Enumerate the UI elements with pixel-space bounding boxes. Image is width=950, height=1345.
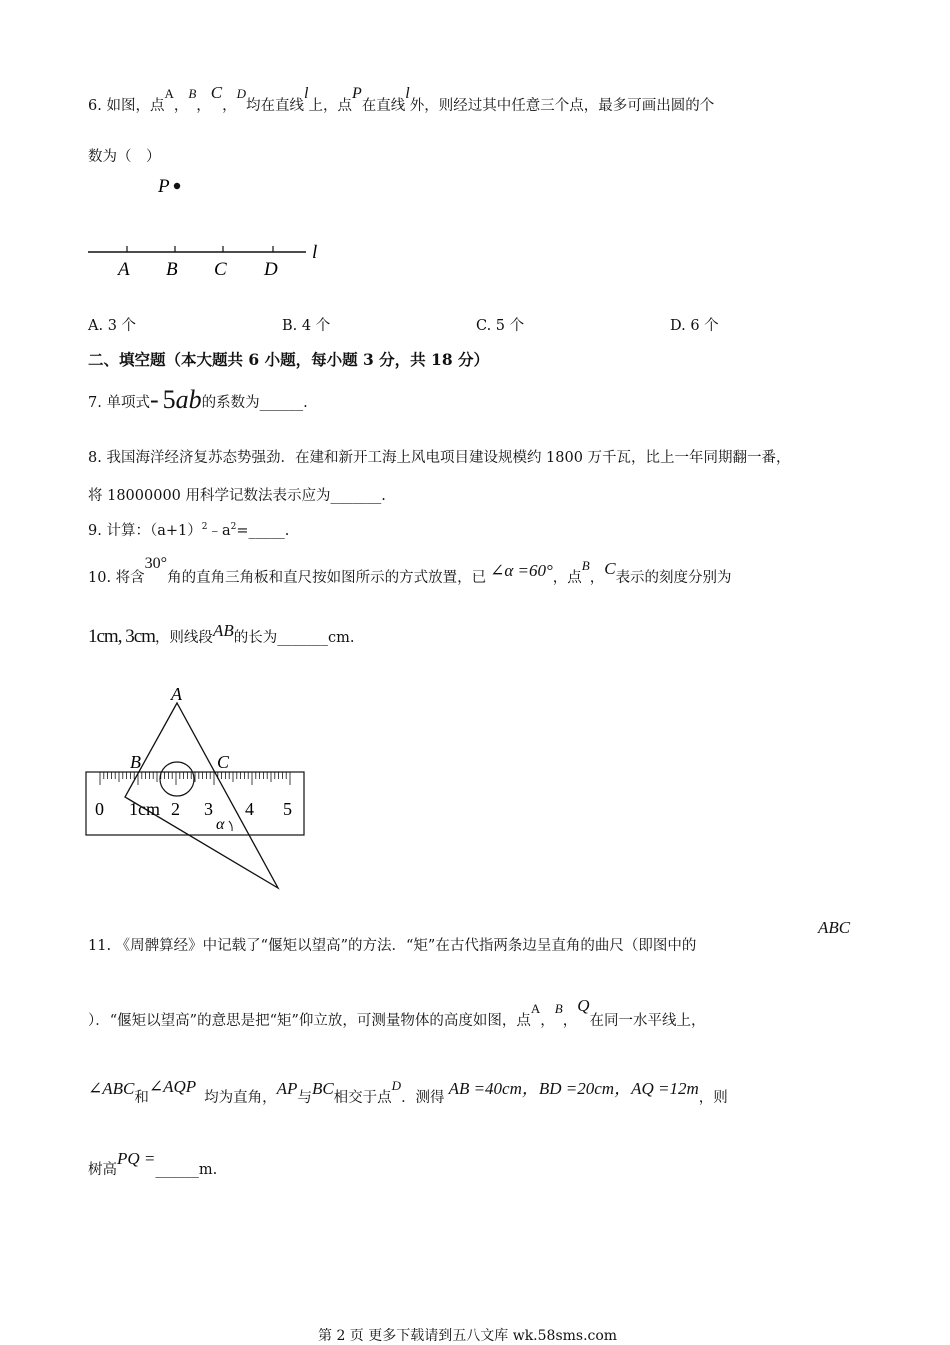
page-footer: 第 2 页 更多下载请到五八文库 wk.58sms.com (318, 1328, 618, 1344)
q11-point-b: B (554, 1001, 563, 1016)
q6-text: 如图，点 (106, 98, 165, 114)
fig10-tick-label-0: 0 (95, 799, 104, 819)
q11-tree-height: PQ = (117, 1149, 156, 1168)
q11-line4 (88, 1149, 218, 1179)
q10-line1 (88, 555, 732, 587)
q11-segment-ap: AP (276, 1079, 298, 1098)
q11-text: 均为直角， (204, 1090, 277, 1106)
q10-point-b: B (581, 558, 590, 573)
q10-angle-30: 30° (144, 555, 168, 572)
q6-option-d[interactable]: D. 6 个 (670, 318, 719, 334)
q10-measures: 1cm, 3cm (88, 626, 155, 647)
q11-abc: ABC (818, 918, 851, 937)
q11-point-a: A (530, 1001, 541, 1016)
q6-point-d: D (236, 86, 247, 101)
q9-text: ﹣a (207, 523, 231, 539)
q11-point-d: D (391, 1078, 402, 1093)
q11-text: 与 (297, 1090, 312, 1106)
q11-text: 相交于点 (333, 1090, 392, 1106)
q10-comma: ， (589, 570, 605, 586)
fig10-tick-label-1cm: 1cm (129, 799, 160, 819)
q6-point-b: B (188, 86, 197, 101)
q6-line2: 数为（ ） (88, 149, 161, 165)
q7-blank: 的系数为______. (201, 395, 308, 411)
q11-segment-bc: BC (311, 1079, 334, 1098)
q6-text: 上，点 (308, 98, 352, 114)
q9-exponent: 2 (201, 522, 208, 533)
fig10-tick-label-3: 3 (204, 799, 213, 819)
q6-option-b[interactable]: B. 4 个 (282, 318, 331, 334)
fig6-point-p (174, 183, 180, 189)
q11-text: ．测得 (401, 1090, 445, 1106)
q9-text: 9. 计算：（a+1） (88, 523, 202, 539)
q11-line2 (88, 996, 706, 1030)
q10-segment-ab: AB (212, 621, 234, 640)
fig6-label-l: l (312, 242, 318, 263)
q11-text: ）．“偃矩以望高”的意思是把“矩”仰立放，可测量物体的高度如图，点 (88, 1013, 531, 1029)
q11-text: 树高 (88, 1162, 117, 1178)
q11-text: ，则 (698, 1090, 728, 1106)
fig6-label-a: A (118, 259, 130, 280)
q6-text: 在直线 (361, 98, 406, 114)
q11-comma: ， (562, 1013, 578, 1029)
q6-point-p: P (351, 85, 362, 102)
fig10-tick-label-4: 4 (245, 799, 254, 819)
fig10-tick-label-5: 5 (283, 799, 292, 819)
q6-point-c: C (210, 83, 223, 102)
q10-figure (80, 680, 320, 895)
q10-point-c: C (604, 559, 616, 578)
fig6-label-b: B (166, 259, 178, 280)
q6-comma: ， (173, 98, 189, 114)
q6-line-l: l (304, 85, 309, 102)
q6-option-a[interactable]: A. 3 个 (88, 318, 137, 334)
q6-number: 6. (88, 98, 102, 114)
fig6-label-d: D (264, 259, 278, 280)
q10-text: ，则线段 (154, 630, 213, 646)
fig6-label-c: C (214, 259, 227, 280)
q10-blank: 的长为_______cm. (233, 630, 355, 646)
q7-expr-var: ab (175, 385, 202, 414)
q10-text: 表示的刻度分别为 (615, 570, 732, 586)
section-2-heading: 二、填空题（本大题共 6 小题，每小题 3 分，共 18 分） (88, 350, 490, 369)
q8-line1: 8. 我国海洋经济复苏态势强劲．在建和新开工海上风电项目建设规模约 1800 万千瓦，比上一年同期翻一番， (88, 450, 791, 466)
q6-option-c[interactable]: C. 5 个 (476, 318, 525, 334)
q8-line2: 将 18000000 用科学记数法表示应为_______. (88, 488, 386, 504)
q9-exponent: 2 (230, 522, 237, 533)
q9-blank: =_____. (236, 523, 290, 539)
fig10-label-c: C (217, 752, 230, 772)
fig10-label-alpha: α (216, 816, 225, 833)
q11-blank: ______m. (155, 1162, 218, 1178)
q10-angle-alpha: ∠α =60° (490, 561, 553, 580)
q11-text: 和 (134, 1090, 149, 1106)
q11-angle-abc: ∠ABC (88, 1079, 135, 1098)
q7-expr-sign: - (149, 385, 159, 414)
q11-angle-aqp: ∠AQP (148, 1077, 197, 1096)
q7-expr-num: 5 (162, 385, 176, 414)
q11-line3 (88, 1077, 728, 1107)
q7 (88, 385, 308, 415)
q6-line1 (88, 83, 715, 115)
q11-comma: ， (540, 1013, 555, 1029)
q6-comma: ， (222, 98, 237, 114)
q6-point-a: A (164, 86, 174, 101)
q11-text: 在同一水平线上， (589, 1013, 706, 1029)
q6-comma: ， (196, 98, 211, 114)
q6-text: 均在直线 (246, 98, 305, 114)
q6-line-l: l (405, 85, 410, 102)
fig6-label-p: P (158, 176, 170, 197)
q11-measurements: AB =40cm，BD =20cm，AQ =12m (448, 1079, 699, 1098)
fig10-tick-label-2: 2 (171, 799, 180, 819)
fig10-label-a: A (171, 684, 182, 704)
q10-text: 10. 将含 (88, 570, 145, 586)
q9 (88, 519, 289, 540)
q6-text: 外，则经过其中任意三个点，最多可画出圆的个 (409, 98, 715, 114)
q11-line1: 11. 《周髀算经》中记载了“偃矩以望高”的方法．“矩”在古代指两条边呈直角的曲尺（即图中的 (88, 938, 697, 954)
q6-figure (80, 170, 340, 290)
q10-text: 角的直角三角板和直尺按如图所示的方式放置，已 (167, 570, 487, 586)
q11-point-q: Q (577, 996, 590, 1015)
fig10-label-b: B (130, 752, 141, 772)
q10-line2 (88, 621, 355, 648)
q7-text: 7. 单项式 (88, 395, 150, 411)
q10-text: ，点 (552, 570, 582, 586)
